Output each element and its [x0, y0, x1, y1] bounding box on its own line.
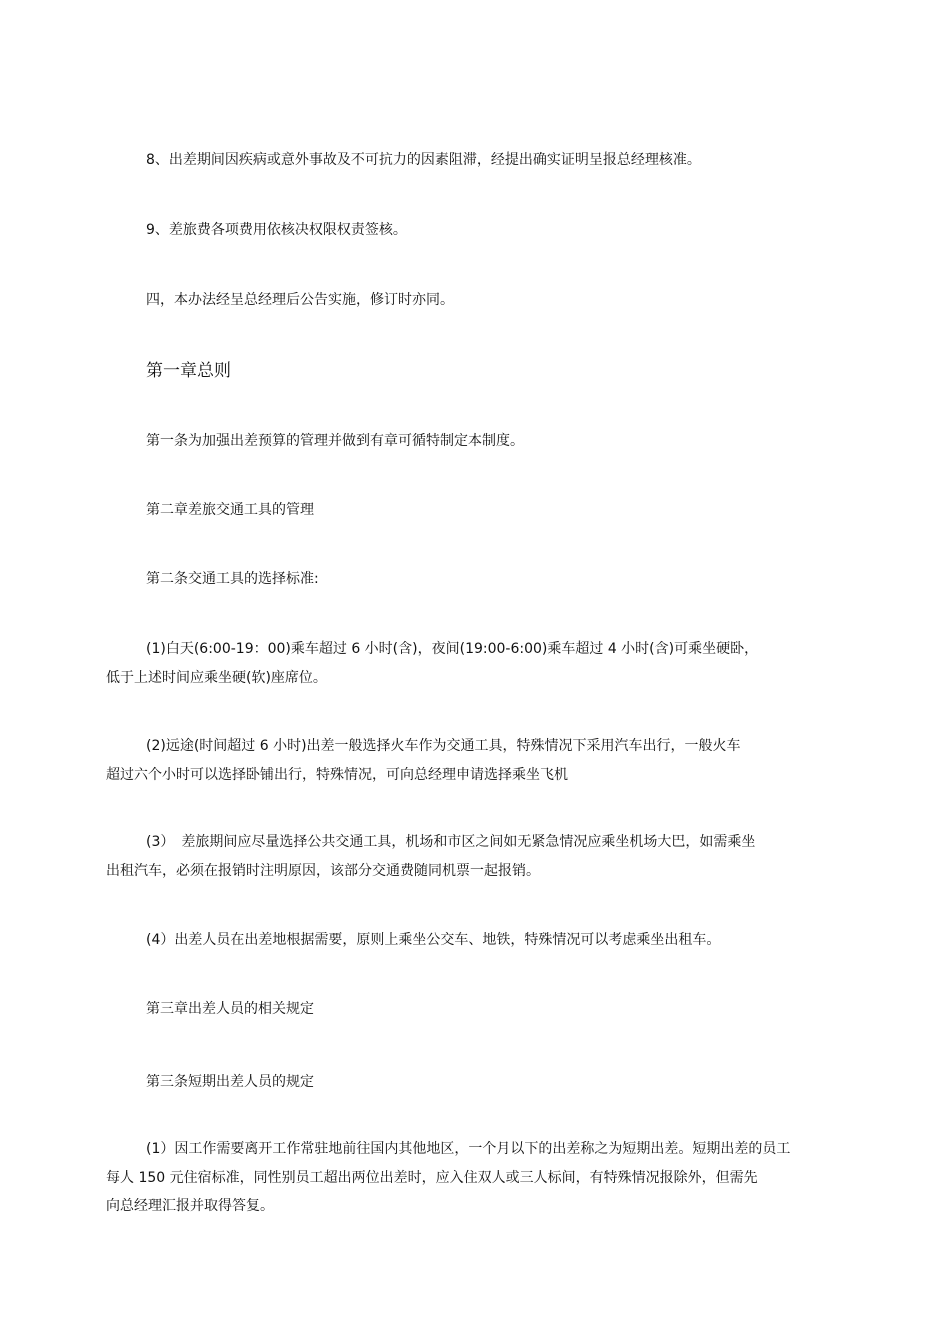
short-trip-line-1: (1）因工作需要离开工作常驻地前往国内其他地区，一个月以下的出差称之为短期出差。短期出差的员工 [146, 1141, 791, 1157]
chapter-one-heading: 第一章总则 [146, 361, 231, 381]
article-three: 第三条短期出差人员的规定 [146, 1074, 314, 1090]
short-trip-line-2: 每人 150 元住宿标准，同性别员工超出两位出差时，应入住双人或三人标间，有特殊情况报除外，但需先 [106, 1170, 758, 1186]
clause-2-line-2: 超过六个小时可以选择卧铺出行，特殊情况，可向总经理申请选择乘坐飞机 [106, 767, 568, 783]
article-one: 第一条为加强出差预算的管理并做到有章可循特制定本制度。 [146, 433, 524, 449]
clause-2-line-1: (2)远途(时间超过 6 小时)出差一般选择火车作为交通工具，特殊情况下采用汽车出行，一般火车 [146, 738, 741, 754]
clause-1-line-2: 低于上述时间应乘坐硬(软)座席位。 [106, 670, 327, 686]
chapter-two-heading: 第二章差旅交通工具的管理 [146, 502, 314, 518]
clause-3-line-1: (3） 差旅期间应尽量选择公共交通工具，机场和市区之间如无紧急情况应乘坐机场大巴，如需乘坐 [146, 834, 756, 850]
text-line-section-four: 四，本办法经呈总经理后公告实施，修订时亦同。 [146, 292, 454, 308]
article-two: 第二条交通工具的选择标准: [146, 571, 319, 587]
chapter-three-heading: 第三章出差人员的相关规定 [146, 1001, 314, 1017]
clause-3-line-2: 出租汽车，必须在报销时注明原因，该部分交通费随同机票一起报销。 [106, 863, 540, 879]
short-trip-line-3: 向总经理汇报并取得答复。 [106, 1198, 274, 1214]
clause-4: (4）出差人员在出差地根据需要，原则上乘坐公交车、地铁，特殊情况可以考虑乘坐出租车。 [146, 932, 721, 948]
text-line-item-9: 9、差旅费各项费用依核决权限权责签核。 [146, 222, 407, 238]
clause-1-line-1: (1)白天(6:00-19：00)乘车超过 6 小时(含)，夜间(19:00-6:00)乘车超过 4 小时(含)可乘坐硬卧， [146, 641, 759, 657]
text-line-item-8: 8、出差期间因疾病或意外事故及不可抗力的因素阻滞，经提出确实证明呈报总经理核准。 [146, 152, 701, 168]
